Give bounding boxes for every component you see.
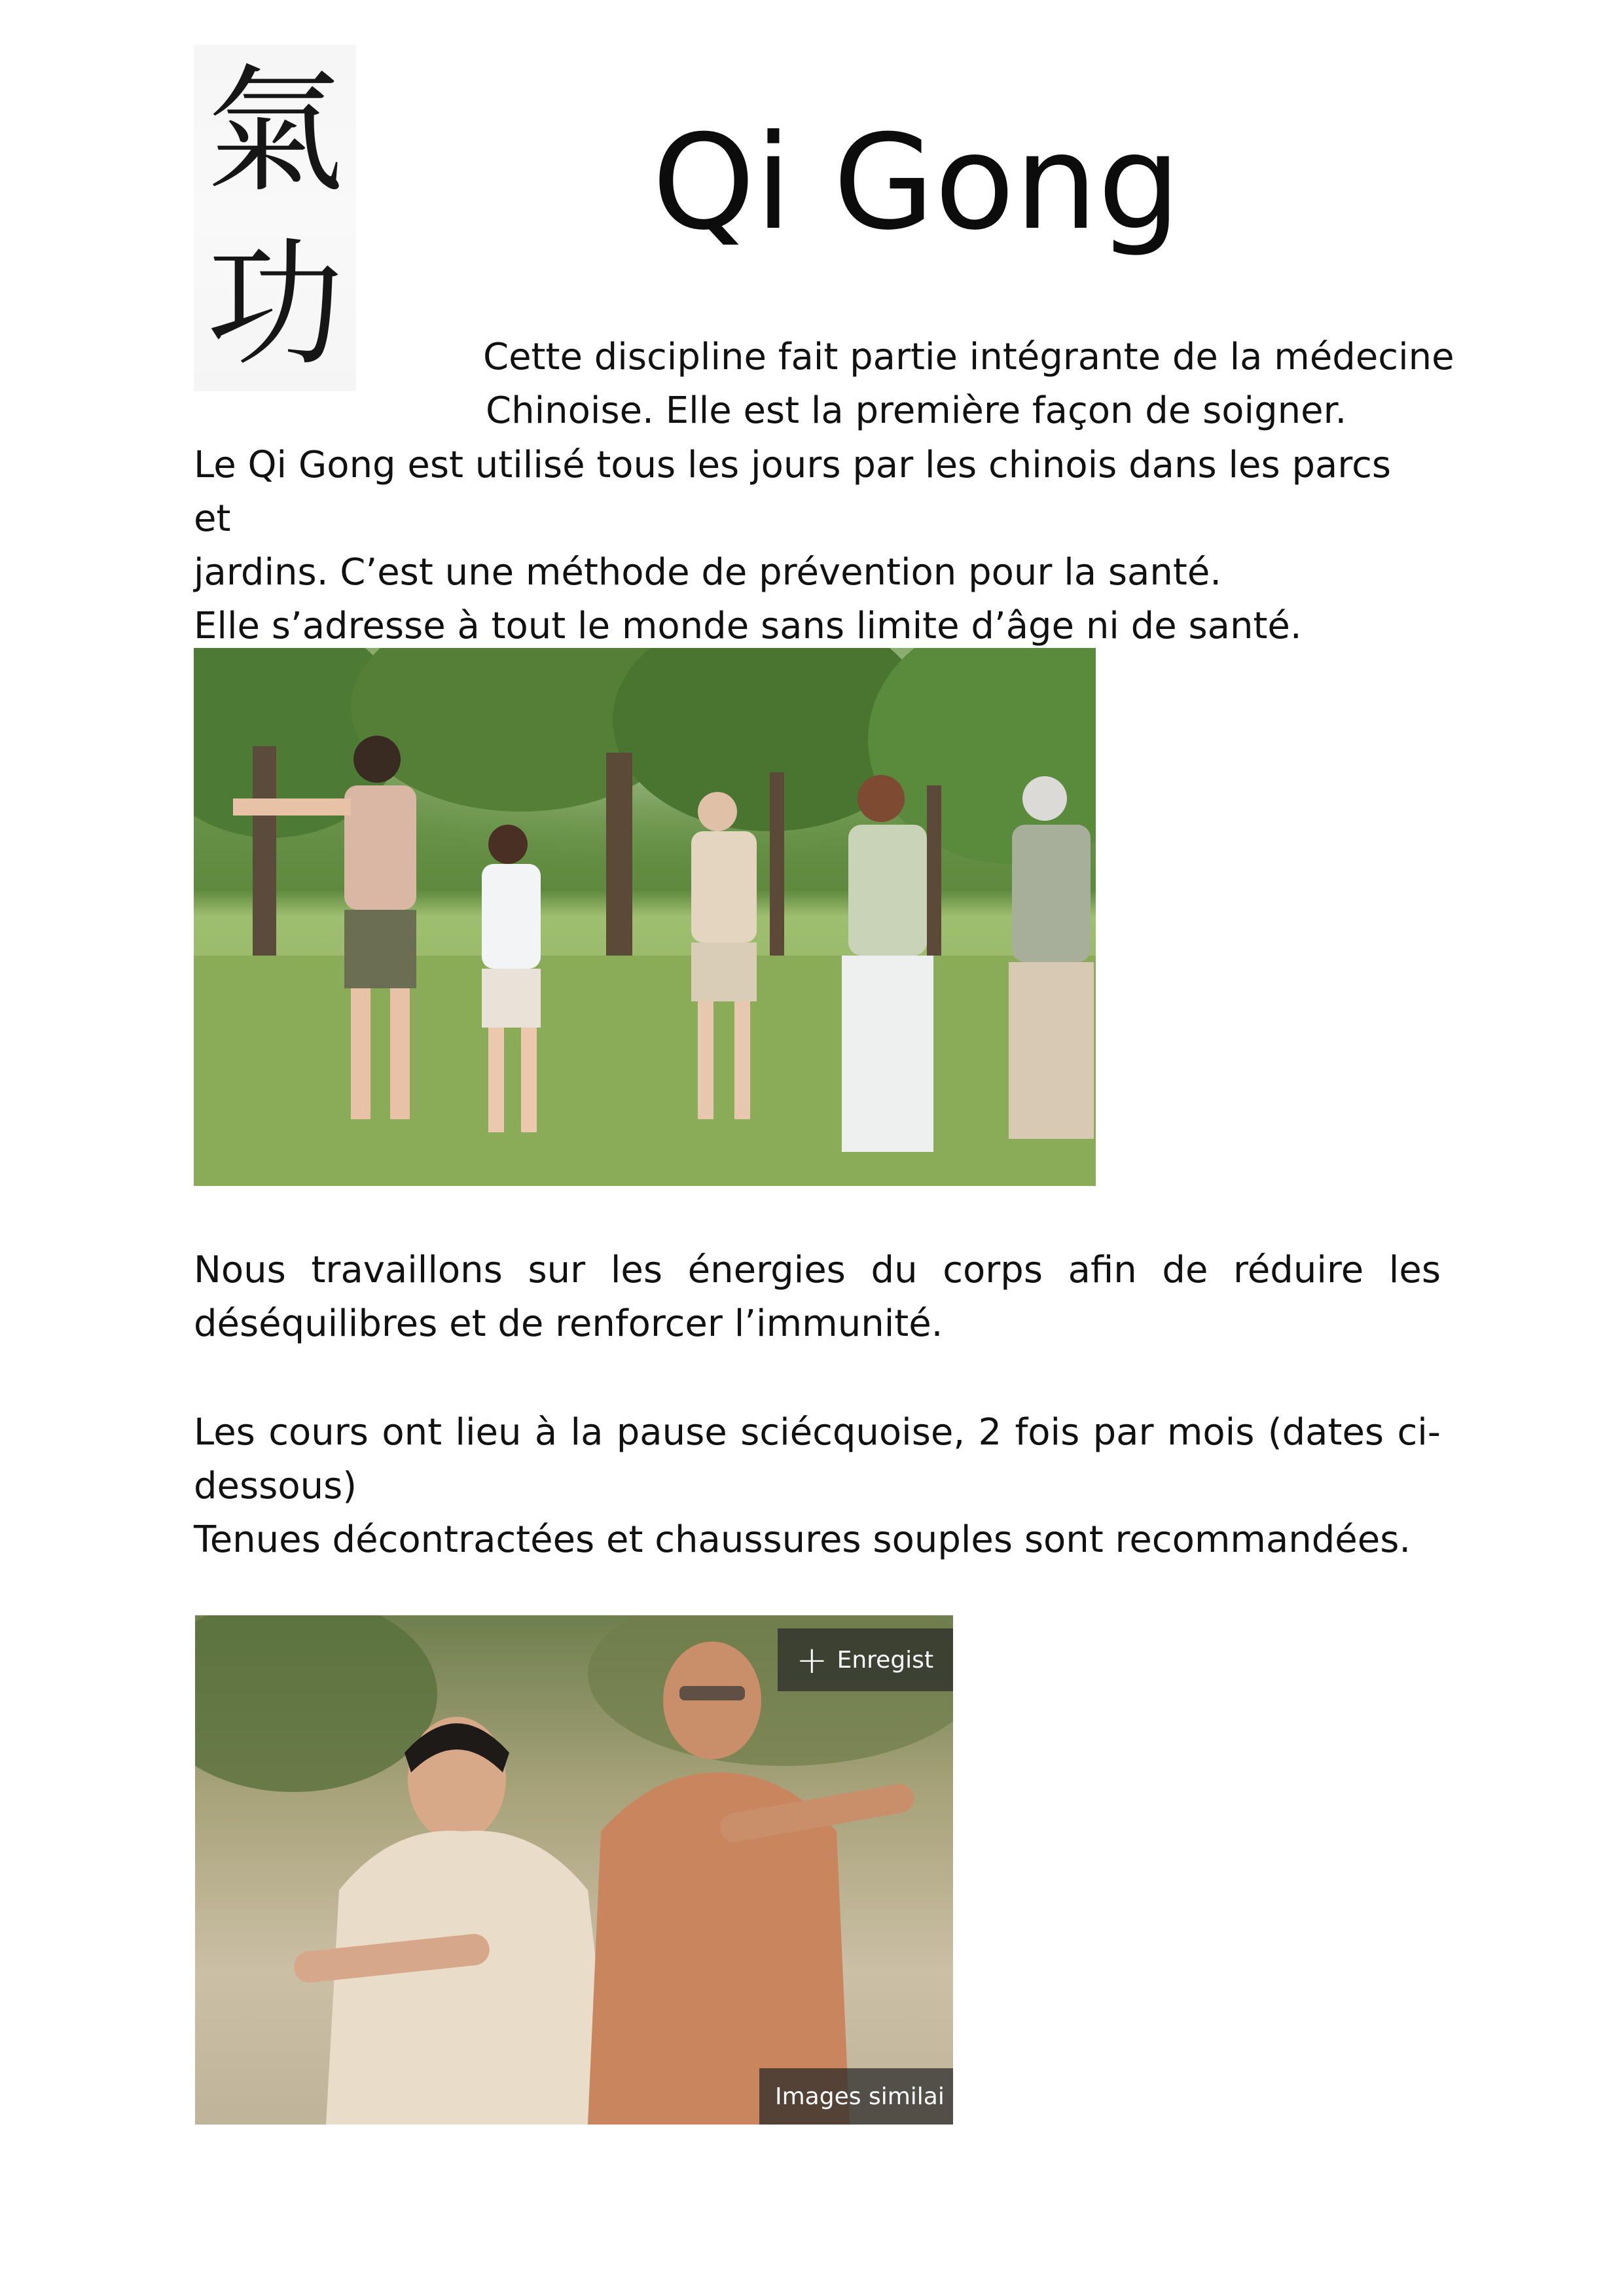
- courses-schedule-text: Les cours ont lieu à la pause sciécquoise, 2 fois par mois (dates ci-dessous): [194, 1411, 1441, 1507]
- calligraphy-char-qi: 氣: [206, 50, 344, 211]
- save-image-label: Enregist: [837, 1646, 934, 1674]
- intro-line: Cette discipline fait partie intégrante de la médecine: [483, 336, 1454, 378]
- page-title: Qi Gong: [652, 107, 1181, 259]
- save-image-button[interactable]: [778, 1628, 953, 1691]
- intro-text: [194, 439, 1437, 653]
- intro-line: Le Qi Gong est utilisé tous les jours par les chinois dans les parcs et: [194, 444, 1392, 540]
- similar-images-label: Images similai: [775, 2083, 945, 2110]
- intro-line: jardins. C’est une méthode de prévention pour la santé.: [194, 551, 1222, 594]
- energy-paragraph: Nous travaillons sur les énergies du corps afin de réduire les déséquilibres et de renforcer l’immunité.: [194, 1249, 1441, 1345]
- intro-line: Chinoise. Elle est la première façon de soigner.: [486, 389, 1347, 432]
- park-group-photo: [194, 648, 1096, 1186]
- courses-attire-text: Tenues décontractées et chaussures souples sont recommandées.: [194, 1518, 1411, 1561]
- plus-icon: +: [796, 1638, 828, 1682]
- calligraphy-image: [194, 45, 356, 391]
- similar-images-button[interactable]: [759, 2068, 953, 2125]
- intro-indented-text: [483, 331, 1465, 438]
- tai-chi-closeup-photo: [195, 1615, 953, 2125]
- person-5: [1009, 776, 1094, 1139]
- intro-line: Elle s’adresse à tout le monde sans limite d’âge ni de santé.: [194, 605, 1302, 647]
- courses-paragraph: [194, 1406, 1441, 1567]
- person-4: [842, 775, 933, 1152]
- calligraphy-char-gong: 功: [206, 224, 344, 385]
